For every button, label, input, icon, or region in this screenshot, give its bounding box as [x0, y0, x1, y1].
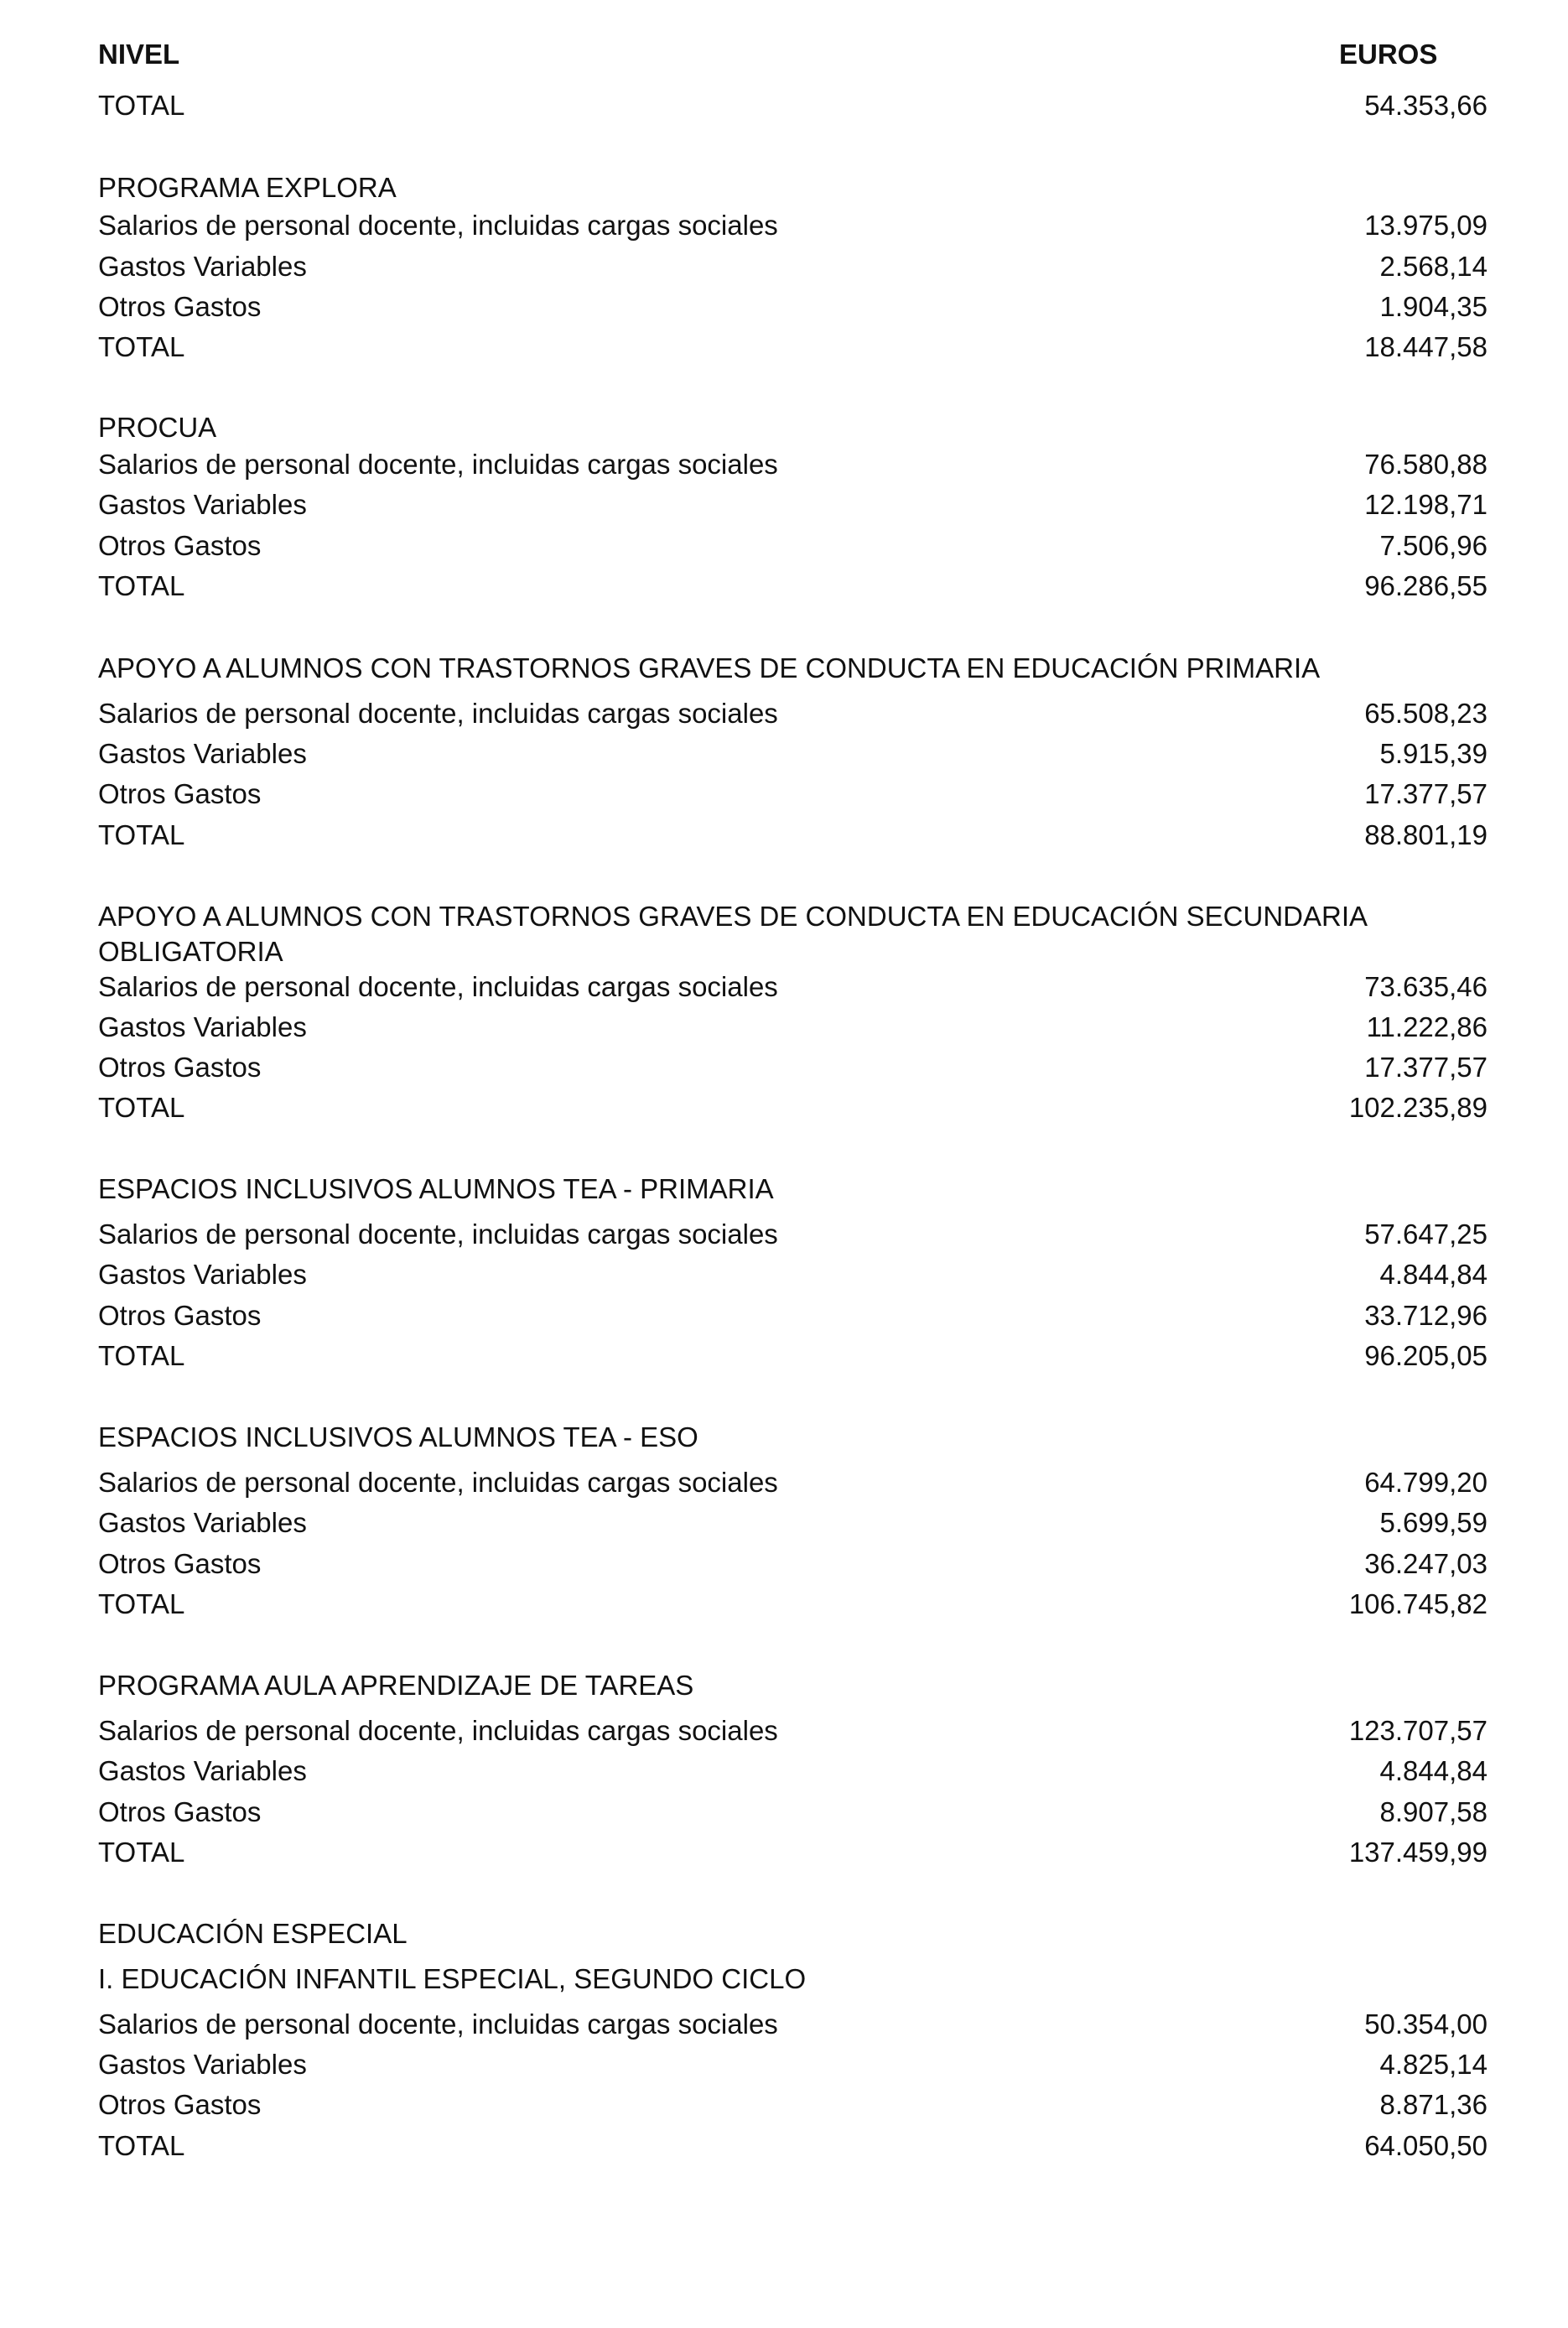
table-row — [98, 1009, 1488, 1046]
row-label: Salarios de personal docente, incluidas cargas sociales — [98, 2008, 778, 2040]
row-label: Salarios de personal docente, incluidas cargas sociales — [98, 1219, 778, 1250]
row-label: Otros Gastos — [98, 530, 262, 561]
row-label: Gastos Variables — [98, 2049, 307, 2080]
row-amount: 17.377,57 — [1364, 778, 1488, 809]
row-amount: 73.635,46 — [1364, 971, 1488, 1002]
table-row — [98, 1753, 1488, 1790]
row-label: TOTAL — [98, 1092, 185, 1123]
row-amount: 64.799,20 — [1364, 1467, 1488, 1498]
section-title-continuation: OBLIGATORIA — [98, 936, 283, 967]
section-title: PROGRAMA AULA APRENDIZAJE DE TAREAS — [98, 1670, 694, 1701]
total-row — [98, 568, 1488, 605]
row-label: TOTAL — [98, 331, 185, 362]
table-row — [98, 486, 1488, 523]
table-row — [98, 969, 1488, 1006]
total-row — [98, 1586, 1488, 1623]
row-label: Salarios de personal docente, incluidas cargas sociales — [98, 1467, 778, 1498]
row-amount: 8.907,58 — [1379, 1796, 1488, 1827]
row-label: Gastos Variables — [98, 738, 307, 769]
table-row — [98, 1546, 1488, 1582]
row-amount: 5.699,59 — [1379, 1507, 1488, 1538]
table-row — [98, 1049, 1488, 1086]
section-title: APOYO A ALUMNOS CON TRASTORNOS GRAVES DE CONDUCTA EN EDUCACIÓN PRIMARIA — [98, 652, 1321, 683]
header-nivel: NIVEL — [98, 39, 180, 70]
header-euros: EUROS — [1339, 39, 1438, 70]
row-label: Otros Gastos — [98, 2089, 262, 2120]
row-amount: 17.377,57 — [1364, 1052, 1488, 1083]
row-label: Otros Gastos — [98, 1052, 262, 1083]
table-row — [98, 1297, 1488, 1334]
row-amount: 102.235,89 — [1348, 1092, 1488, 1123]
row-label: Otros Gastos — [98, 1548, 262, 1579]
row-label: Gastos Variables — [98, 1755, 307, 1786]
row-amount: 1.904,35 — [1379, 291, 1488, 322]
row-amount: 4.844,84 — [1379, 1259, 1488, 1290]
total-row — [98, 2128, 1488, 2164]
table-row — [98, 2046, 1488, 2083]
table-row — [98, 1794, 1488, 1831]
total-row — [98, 1834, 1488, 1871]
row-amount: 18.447,58 — [1364, 331, 1488, 362]
row-amount: 12.198,71 — [1364, 489, 1488, 520]
table-row — [98, 207, 1488, 244]
row-label: Salarios de personal docente, incluidas cargas sociales — [98, 1715, 778, 1746]
table-row — [98, 1712, 1488, 1749]
row-amount: 13.975,09 — [1364, 210, 1488, 241]
row-amount: 2.568,14 — [1379, 251, 1488, 282]
section-subtitle: I. EDUCACIÓN INFANTIL ESPECIAL, SEGUNDO CICLO — [98, 1963, 807, 1994]
row-label: TOTAL — [98, 1837, 185, 1868]
row-amount: 33.712,96 — [1364, 1300, 1488, 1331]
table-row — [98, 248, 1488, 285]
table-row — [98, 1464, 1488, 1501]
row-amount: 4.825,14 — [1379, 2049, 1488, 2080]
table-row — [98, 695, 1488, 732]
table-row — [98, 288, 1488, 325]
total-row — [98, 329, 1488, 366]
table-row — [98, 2086, 1488, 2123]
row-label: Otros Gastos — [98, 1796, 262, 1827]
table-row — [98, 446, 1488, 483]
table-header — [98, 39, 1488, 75]
table-row — [98, 1216, 1488, 1253]
section-title: APOYO A ALUMNOS CON TRASTORNOS GRAVES DE CONDUCTA EN EDUCACIÓN SECUNDARIA — [98, 901, 1368, 932]
section-title: PROCUA — [98, 412, 217, 443]
row-amount: 137.459,99 — [1348, 1837, 1488, 1868]
row-label: Otros Gastos — [98, 778, 262, 809]
row-amount: 8.871,36 — [1379, 2089, 1488, 2120]
row-label: Otros Gastos — [98, 291, 262, 322]
row-label: Salarios de personal docente, incluidas cargas sociales — [98, 971, 778, 1002]
table-row — [98, 1504, 1488, 1541]
table-row — [98, 1256, 1488, 1293]
section-title: ESPACIOS INCLUSIVOS ALUMNOS TEA - PRIMARIA — [98, 1173, 774, 1204]
section-title: EDUCACIÓN ESPECIAL — [98, 1918, 408, 1949]
row-amount: 54.353,66 — [1364, 90, 1488, 121]
total-row — [98, 1089, 1488, 1126]
table-row — [98, 527, 1488, 564]
table-row — [98, 776, 1488, 813]
row-amount: 96.286,55 — [1364, 570, 1488, 601]
row-amount: 106.745,82 — [1348, 1588, 1488, 1619]
row-label: Gastos Variables — [98, 489, 307, 520]
row-amount: 36.247,03 — [1364, 1548, 1488, 1579]
section-title: ESPACIOS INCLUSIVOS ALUMNOS TEA - ESO — [98, 1421, 698, 1452]
row-amount: 123.707,57 — [1348, 1715, 1488, 1746]
total-row — [98, 1338, 1488, 1374]
row-amount: 5.915,39 — [1379, 738, 1488, 769]
table-row — [98, 2006, 1488, 2043]
section-title: PROGRAMA EXPLORA — [98, 172, 397, 203]
row-amount: 7.506,96 — [1379, 530, 1488, 561]
row-amount: 50.354,00 — [1364, 2008, 1488, 2040]
row-amount: 65.508,23 — [1364, 698, 1488, 729]
total-row — [98, 817, 1488, 854]
row-label: TOTAL — [98, 570, 185, 601]
row-amount: 4.844,84 — [1379, 1755, 1488, 1786]
row-amount: 57.647,25 — [1364, 1219, 1488, 1250]
row-label: TOTAL — [98, 819, 185, 850]
row-amount: 88.801,19 — [1364, 819, 1488, 850]
row-label: Salarios de personal docente, incluidas cargas sociales — [98, 210, 778, 241]
row-amount: 11.222,86 — [1366, 1011, 1488, 1042]
row-label: Gastos Variables — [98, 1507, 307, 1538]
table-row — [98, 735, 1488, 772]
row-label: Salarios de personal docente, incluidas cargas sociales — [98, 698, 778, 729]
row-label: Otros Gastos — [98, 1300, 262, 1331]
row-amount: 76.580,88 — [1364, 449, 1488, 480]
row-label: Gastos Variables — [98, 1011, 307, 1042]
row-label: TOTAL — [98, 1340, 185, 1371]
row-label: Salarios de personal docente, incluidas cargas sociales — [98, 449, 778, 480]
row-label: Gastos Variables — [98, 251, 307, 282]
row-amount: 96.205,05 — [1364, 1340, 1488, 1371]
row-label: TOTAL — [98, 90, 185, 121]
row-amount: 64.050,50 — [1364, 2130, 1488, 2161]
row-label: TOTAL — [98, 2130, 185, 2161]
top-total-row — [98, 87, 1488, 124]
row-label: TOTAL — [98, 1588, 185, 1619]
row-label: Gastos Variables — [98, 1259, 307, 1290]
